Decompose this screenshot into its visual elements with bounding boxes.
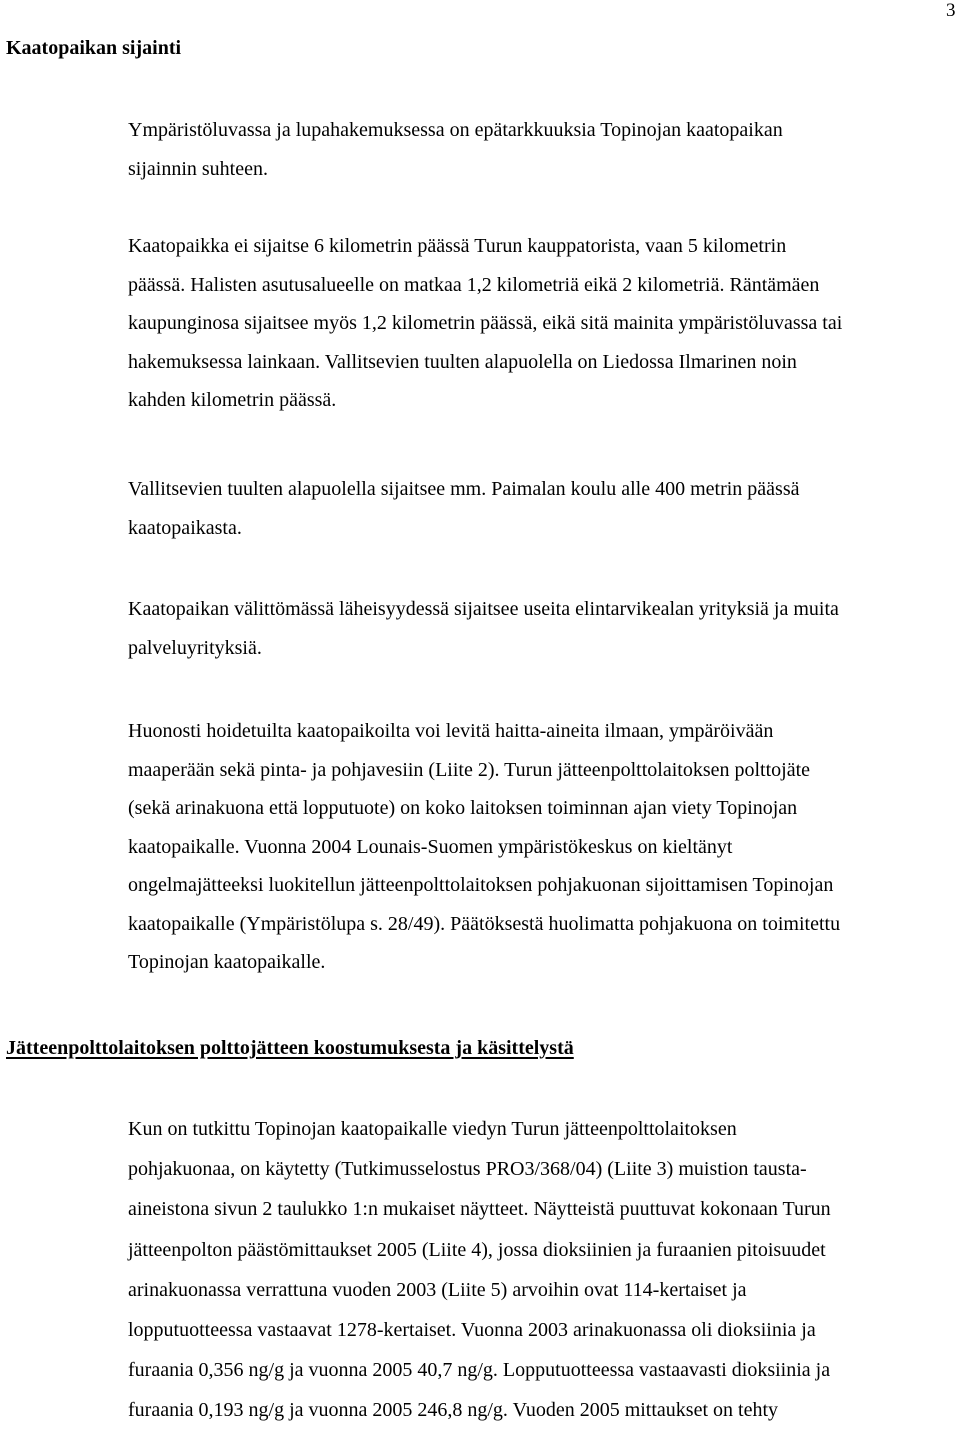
paragraph-school <box>128 470 958 547</box>
text-line: päässä. Halisten asutusalueelle on matkaa 1,2 kilometriä eikä 2 kilometriä. Räntämäen <box>128 273 820 296</box>
text-line: Huonosti hoidetuilta kaatopaikoilta voi levitä haitta-aineita ilmaan, ympäröivään <box>128 720 774 742</box>
text-line: Vallitsevien tuulten alapuolella sijaitsee mm. Paimalan koulu alle 400 metrin päässä <box>128 478 800 500</box>
section-heading-waste-composition: Jätteenpolttolaitoksen polttojätteen koostumuksesta ja käsittelystä <box>6 1037 574 1059</box>
text-line: sijainnin suhteen. <box>128 157 268 180</box>
paragraph-bottom-ash-study <box>128 1109 958 1431</box>
text-line: kaatopaikasta. <box>128 516 242 539</box>
text-line: aineistona sivun 2 taulukko 1:n mukaiset näytteet. Näytteistä puuttuvat kokonaan Turun <box>128 1198 831 1221</box>
text-line: lopputuotteessa vastaavat 1278-kertaiset. Vuonna 2003 arinakuonassa oli dioksiinia ja <box>128 1319 816 1342</box>
text-line: kaatopaikalle (Ympäristölupa s. 28/49). Päätöksestä huolimatta pohjakuona on toimitettu <box>128 912 841 935</box>
text-line: ongelmajätteeksi luokitellun jätteenpolttolaitoksen pohjakuonan sijoittamisen Topinojan <box>128 874 834 896</box>
text-line: Topinojan kaatopaikalle. <box>128 951 326 973</box>
text-line: kaupunginosa sijaitsee myös 1,2 kilometrin päässä, eikä sitä mainita ympäristöluvassa tai <box>128 312 843 334</box>
text-line: Kaatopaikka ei sijaitse 6 kilometrin päässä Turun kauppatorista, vaan 5 kilometrin <box>128 235 787 257</box>
text-line: furaania 0,356 ng/g ja vuonna 2005 40,7 ng/g. Lopputuotteessa vastaavasti dioksiinia ja <box>128 1359 831 1382</box>
text-line: maaperään sekä pinta- ja pohjavesiin (Liite 2). Turun jätteenpolttolaitoksen polttojäte <box>128 758 811 781</box>
text-line: Kun on tutkittu Topinojan kaatopaikalle viedyn Turun jätteenpolttolaitoksen <box>128 1118 737 1140</box>
text-line: arinakuonassa verrattuna vuoden 2003 (Liite 5) arvoihin ovat 114-kertaiset ja <box>128 1278 747 1301</box>
paragraph-inaccuracies <box>128 111 958 188</box>
paragraph-landfill-hazards <box>128 712 958 982</box>
text-line: Kaatopaikan välittömässä läheisyydessä sijaitsee useita elintarvikealan yrityksiä ja muita <box>128 598 839 620</box>
paragraph-businesses <box>128 590 958 667</box>
paragraph-distances <box>128 227 958 420</box>
text-line: kaatopaikalle. Vuonna 2004 Lounais-Suomen ympäristökeskus on kieltänyt <box>128 835 733 858</box>
text-line: kahden kilometrin päässä. <box>128 389 337 411</box>
text-line: pohjakuonaa, on käytetty (Tutkimusselostus PRO3/368/04) (Liite 3) muistion tausta- <box>128 1158 807 1181</box>
text-line: palveluyrityksiä. <box>128 636 262 659</box>
section-heading-location: Kaatopaikan sijainti <box>6 37 182 59</box>
text-line: Ympäristöluvassa ja lupahakemuksessa on epätarkkuuksia Topinojan kaatopaikan <box>128 119 783 141</box>
text-line: (sekä arinakuona että lopputuote) on koko laitoksen toiminnan ajan viety Topinojan <box>128 797 798 819</box>
page-number: 3 <box>946 0 956 21</box>
text-line: hakemuksessa lainkaan. Vallitsevien tuulten alapuolella on Liedossa Ilmarinen noin <box>128 350 797 373</box>
text-line: jätteenpolton päästömittaukset 2005 (Liite 4), jossa dioksiinien ja furaanien pitoisuudet <box>128 1238 826 1261</box>
text-line: furaania 0,193 ng/g ja vuonna 2005 246,8 ng/g. Vuoden 2005 mittaukset on tehty <box>128 1399 778 1422</box>
